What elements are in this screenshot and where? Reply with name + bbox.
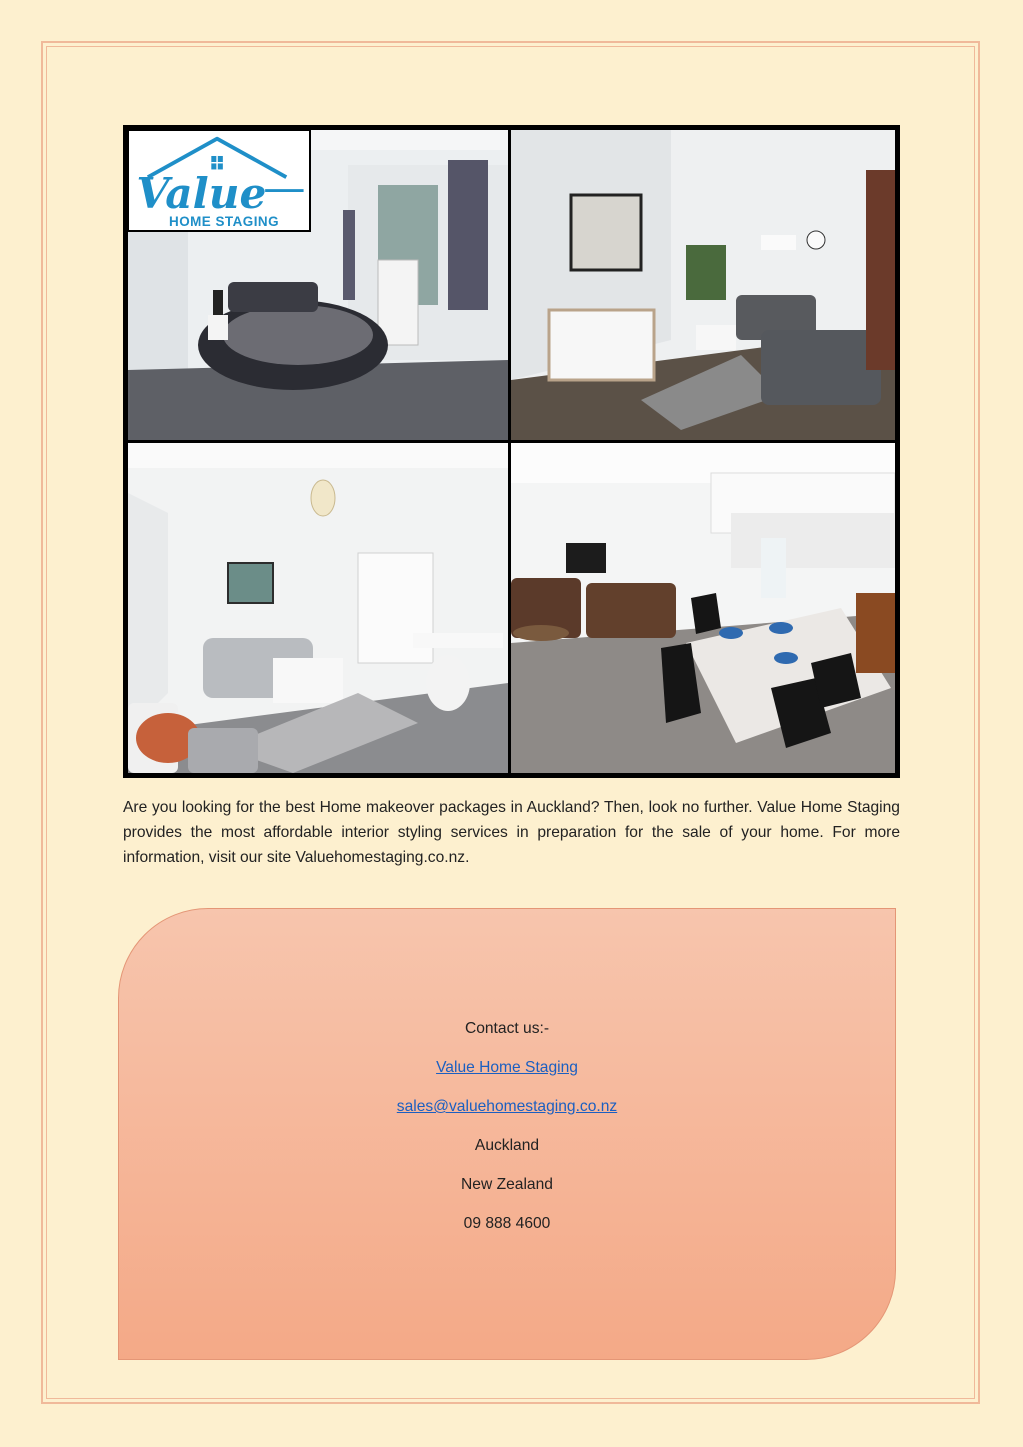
logo-script-word: Value <box>136 167 267 218</box>
value-home-staging-logo <box>127 129 311 232</box>
email-line <box>119 1097 895 1136</box>
country-text: New Zealand <box>461 1176 553 1193</box>
email-link[interactable]: sales@valuehomestaging.co.nz <box>396 1098 618 1115</box>
contact-heading: Contact us:- <box>464 1020 550 1037</box>
logo-subtitle: HOME STAGING <box>169 214 280 230</box>
city-text: Auckland <box>474 1137 540 1154</box>
living-room-photo <box>511 130 895 440</box>
company-line <box>119 1058 895 1097</box>
lounge-photo <box>128 443 508 773</box>
company-link[interactable]: Value Home Staging <box>436 1059 578 1076</box>
phone-text: 09 888 4600 <box>463 1215 551 1232</box>
dining-kitchen-photo <box>511 443 895 773</box>
intro-paragraph: Are you looking for the best Home makeover packages in Auckland? Then, look no further. Value Home Staging provides the most affordable interior styling services in preparation for the sale of your home. For more information, visit our site Valuehomestaging.co.nz. <box>123 799 900 866</box>
contact-box <box>118 908 896 1360</box>
contact-details <box>119 1019 895 1253</box>
